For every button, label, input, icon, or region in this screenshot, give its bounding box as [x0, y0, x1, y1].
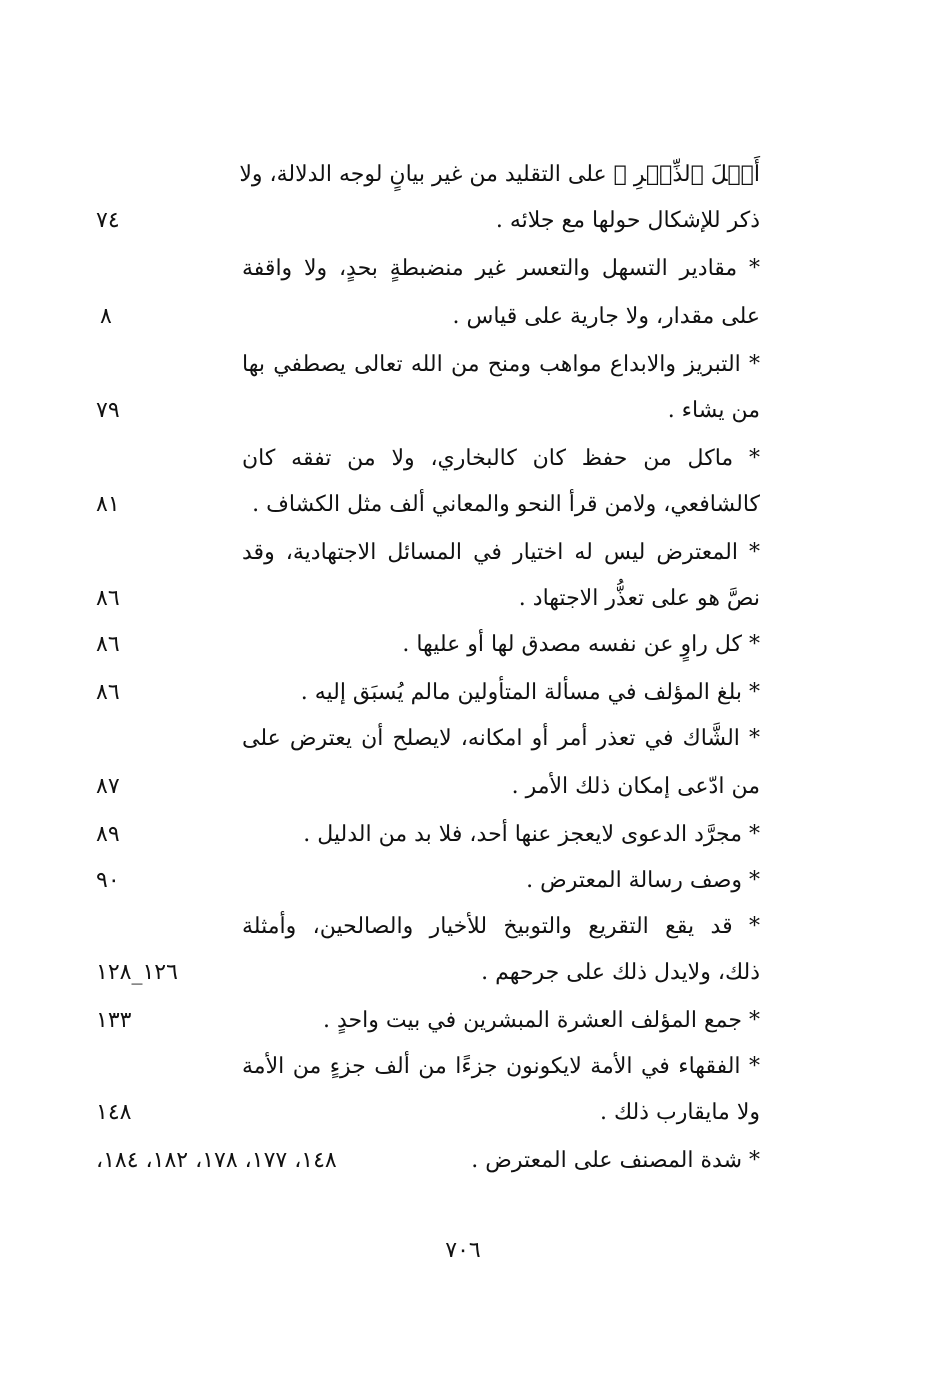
entry-line: * مقادير التسهل والتعسر غير منضبطةٍ بحدٍ، ولا واقفة — [242, 256, 760, 281]
entry-line: * الفقهاء في الأمة لايكونون جزءًا من ألف جزءٍ من الأمة — [242, 1054, 760, 1079]
page-number: ٧٠٦ — [445, 1238, 481, 1263]
page-reference: ١٤٨، ١٧٧، ١٧٨، ١٨٢، ١٨٤، — [96, 1148, 337, 1173]
entry-line: كالشافعي، ولامن قرأ النحو والمعاني ألف مثل الكشاف . — [252, 492, 760, 517]
entry-line: * شدة المصنف على المعترض . — [471, 1148, 760, 1173]
page-reference: ٨٦ — [96, 680, 120, 705]
page-reference: ٨٦ — [96, 586, 120, 611]
page-reference: ١٤٨ — [96, 1100, 132, 1125]
page-reference: ٨٩ — [96, 822, 120, 847]
page-reference: ١٢٦_١٢٨ — [96, 960, 178, 985]
page-reference: ٧٩ — [96, 398, 120, 423]
page-reference: ١٣٣ — [96, 1008, 132, 1033]
page-reference: ٩٠ — [96, 868, 120, 893]
entry-line: على مقدار، ولا جارية على قياس . — [452, 304, 760, 329]
page-reference: ٨٧ — [96, 774, 120, 799]
entry-line: * المعترض ليس له اختيار في المسائل الاجتهادية، وقد — [242, 540, 760, 565]
page-reference: ٨٦ — [96, 632, 120, 657]
entry-line: ذكر للإشكال حولها مع جلائه . — [495, 208, 760, 233]
entry-line: * وصف رسالة المعترض . — [526, 868, 760, 893]
entry-line: من يشاء . — [667, 398, 760, 423]
entry-line: * قد يقع التقريع والتوبيخ للأخيار والصالحين، وأمثلة — [242, 914, 760, 939]
page-reference: ٨ — [100, 304, 112, 329]
entry-line: * جمع المؤلف العشرة المبشرين في بيت واحدٍ . — [323, 1008, 760, 1033]
entry-line: أَهۡلَ ٱلذِّكۡرِ ﴾ على التقليد من غير بيانٍ لوجه الدلالة، ولا — [239, 162, 760, 187]
entry-line: * الشَّاك في تعذر أمر أو امكانه، لايصلح أن يعترض على — [242, 726, 760, 751]
entry-line: نصَّ هو على تعذُّر الاجتهاد . — [518, 586, 760, 611]
entry-line: من ادّعى إمكان ذلك الأمر . — [511, 774, 760, 799]
entry-line: ولا مايقارب ذلك . — [600, 1100, 760, 1125]
entry-line: * كل راوٍ عن نفسه مصدق لها أو عليها . — [402, 632, 760, 657]
entry-line: * مجرَّد الدعوى لايعجز عنها أحد، فلا بد من الدليل . — [303, 822, 760, 847]
entry-line: * التبريز والابداع مواهب ومنح من الله تعالى يصطفي بها — [242, 352, 760, 377]
entry-line: * بلغ المؤلف في مسألة المتأولين مالم يُسبَق إليه . — [300, 680, 760, 705]
page-reference: ٨١ — [96, 492, 120, 517]
entry-line: * ماكل من حفظ كان كالبخاري، ولا من تفقه كان — [242, 446, 760, 471]
page-reference: ٧٤ — [96, 208, 120, 233]
entry-line: ذلك، ولايدل ذلك على جرحهم . — [481, 960, 760, 985]
